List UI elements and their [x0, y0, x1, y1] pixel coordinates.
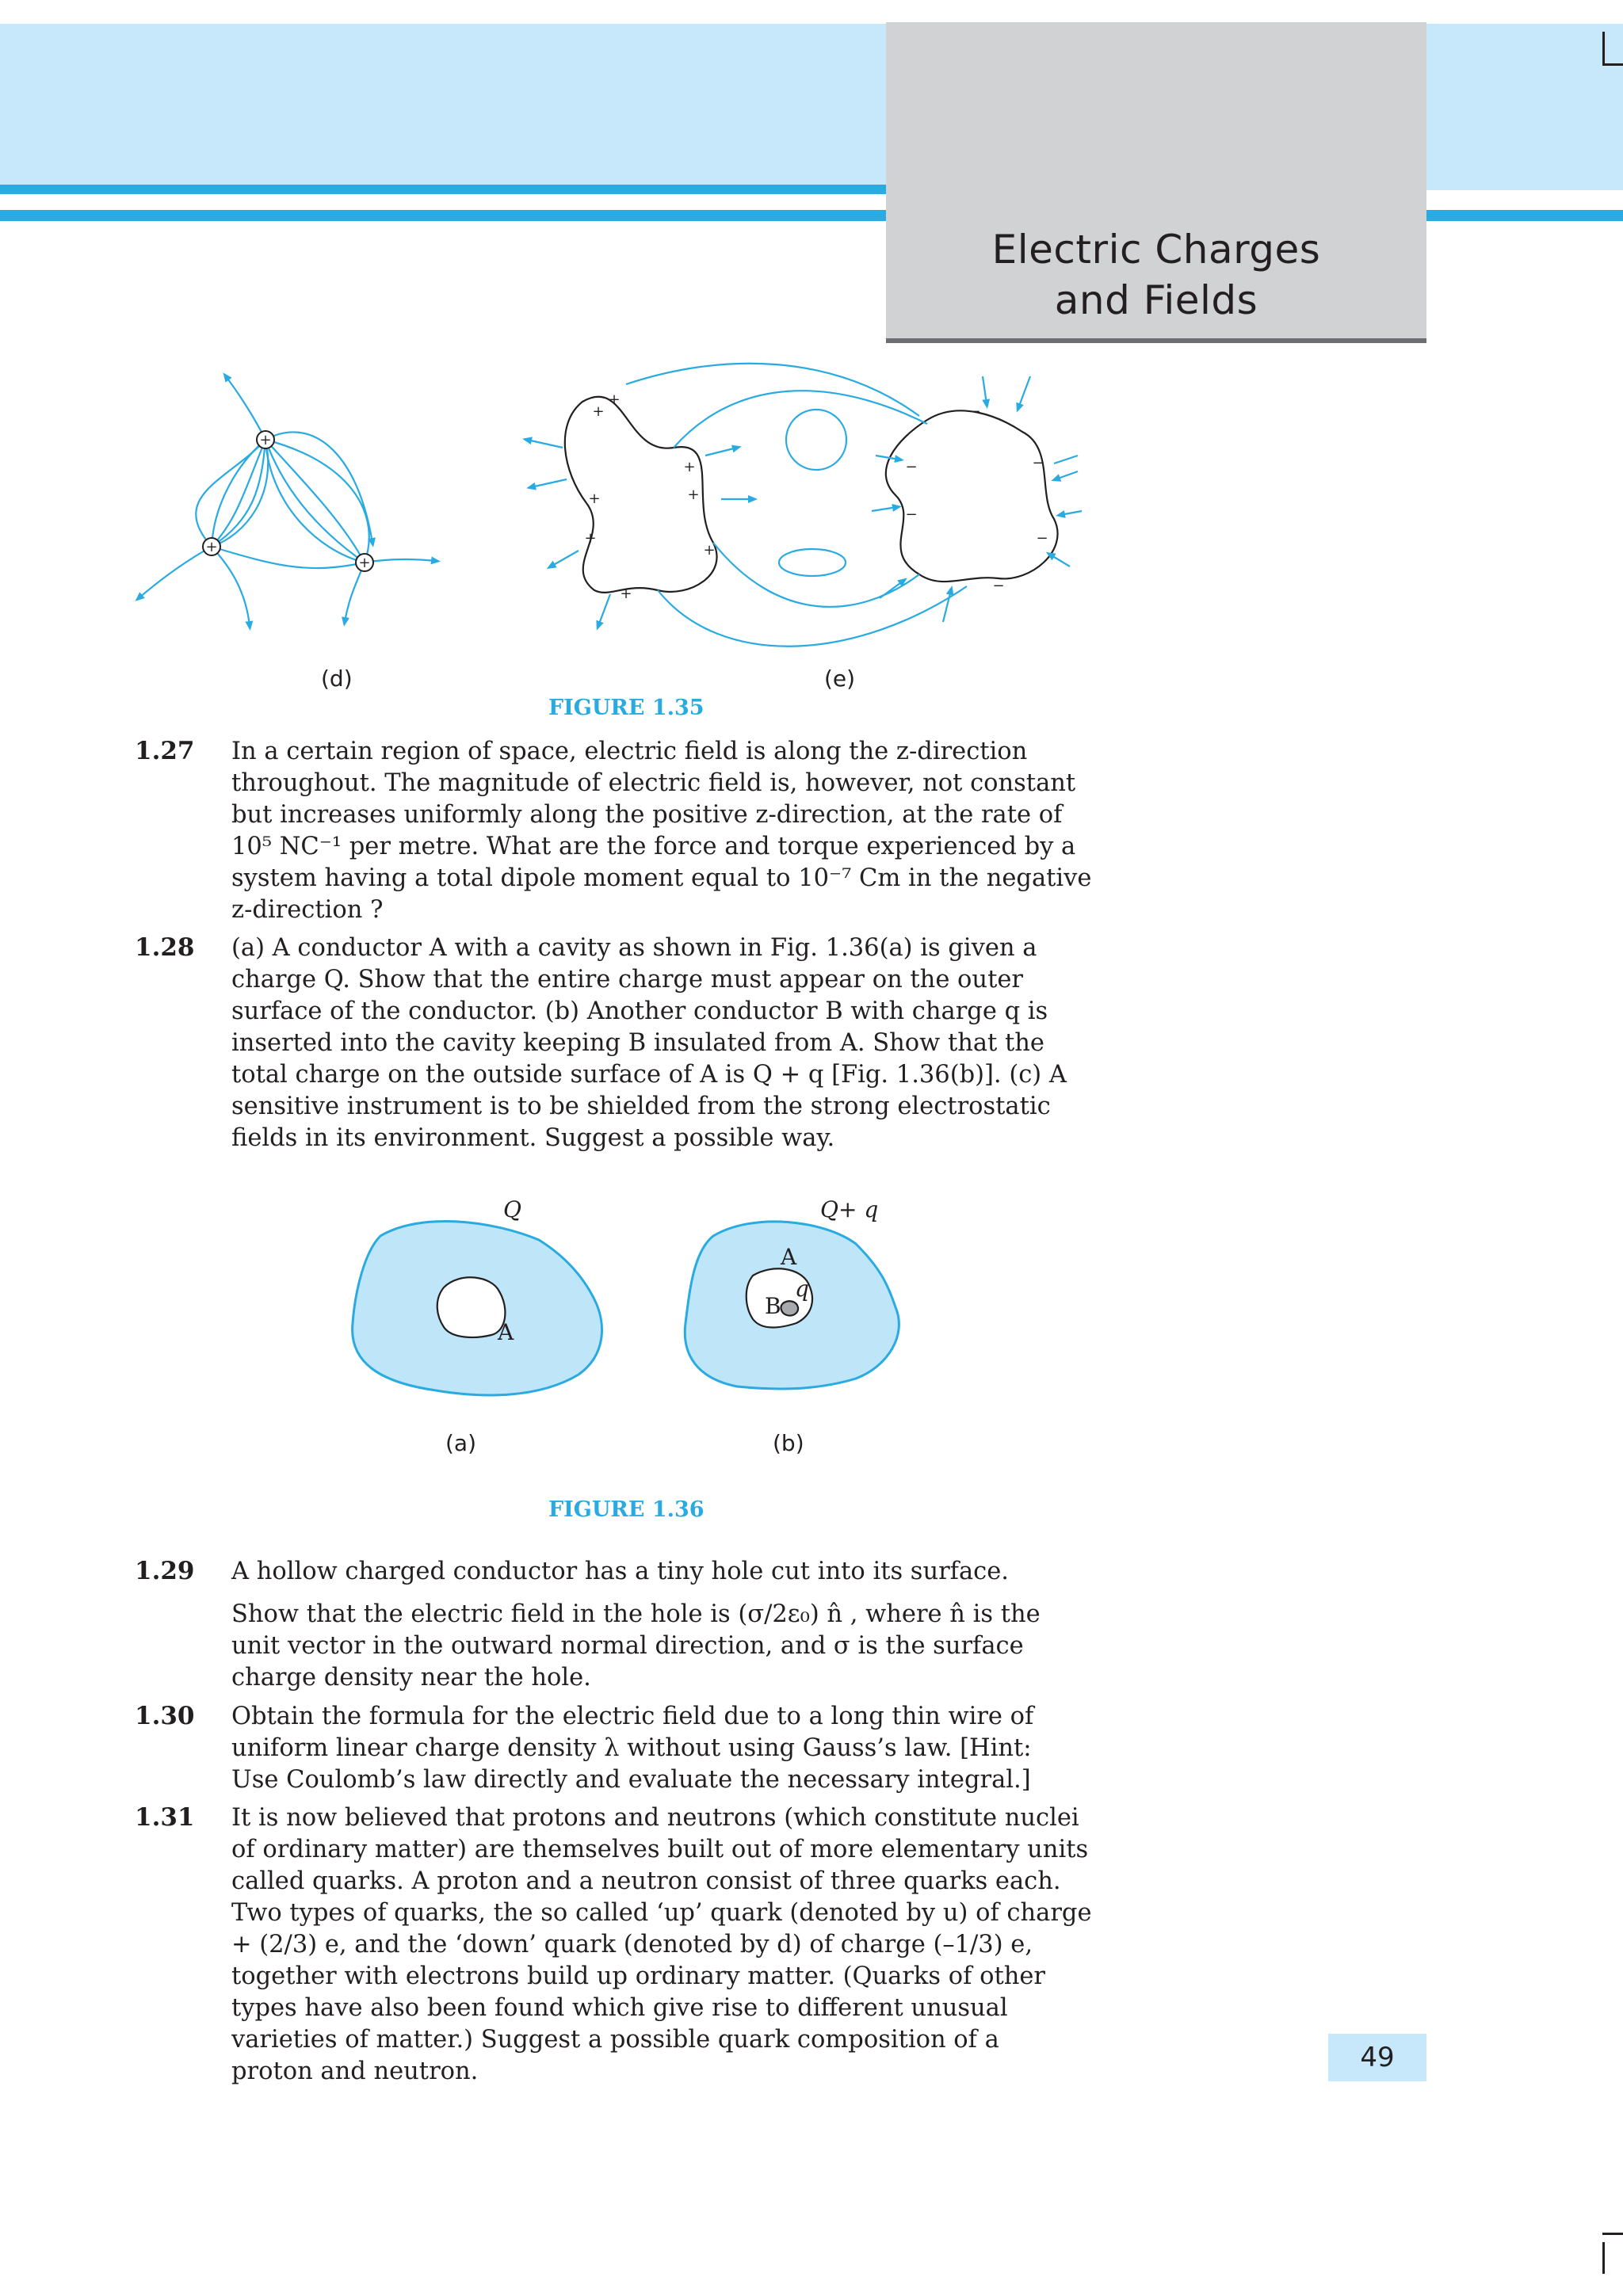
figure-label-a: (a) — [445, 1430, 477, 1456]
figure-label-e: (e) — [824, 666, 856, 692]
figure-1-36 — [333, 1196, 943, 1466]
figure-label-b: (b) — [773, 1430, 804, 1456]
svg-text:+: + — [703, 542, 716, 559]
chapter-title-box — [886, 22, 1426, 343]
positive-charge-icon: + — [205, 539, 218, 555]
svg-text:+: + — [608, 391, 621, 408]
svg-text:−: − — [905, 459, 918, 475]
svg-text:+: + — [620, 585, 632, 602]
chapter-title — [886, 224, 1426, 326]
svg-text:+: + — [687, 486, 700, 503]
question-text: A hollow charged conductor has a tiny hole cut into its surface. Show that the electric field in the hole is (σ/2ε₀) n̂ , where n̂ is the unit vector in the outward normal direction, and σ is the surface charge density near the hole. — [231, 1558, 1041, 1691]
svg-text:+: + — [683, 459, 696, 475]
question-number: 1.28 — [135, 933, 195, 962]
question-number: 1.29 — [135, 1557, 195, 1585]
question-text: (a) A conductor A with a cavity as shown in Fig. 1.36(a) is given a charge Q. Show that the entire charge must appear on the outer surface of the conductor. (b) Another conductor B with charge q is inserted into the cavity keeping B insulated from A. Show that the total charge on the outside surface of A is Q + q [Fig. 1.36(b)]. (c) A sensitive instrument is to be shielded from the strong electrostatic fields in its environment. Suggest a possible way. — [231, 934, 1067, 1152]
question-text: Obtain the formula for the electric field due to a long thin wire of uniform linear charge density λ without using Gauss’s law. [Hint: Use Coulomb’s law directly and evaluate the necessary integral.] — [231, 1703, 1034, 1794]
figure-title: FIGURE 1.35 — [548, 696, 705, 720]
svg-text:−: − — [1032, 455, 1044, 471]
conductor-label-B: B — [765, 1293, 781, 1319]
svg-text:+: + — [592, 403, 605, 420]
figure-1-35 — [119, 360, 1133, 720]
header-stripe — [0, 185, 888, 194]
question-number: 1.30 — [135, 1702, 195, 1730]
question-number: 1.31 — [135, 1803, 195, 1832]
positive-charge-icon: + — [259, 432, 272, 448]
question-text: In a certain region of space, electric field is along the z-direction throughout. The magnitude of electric field is, however, not constant but increases uniformly along the positive z-direction, at the rate of 10⁵ NC⁻¹ per metre. What are the force and torque experienced by a system having a total dipole moment equal to 10⁻⁷ Cm in the negative z-direction ? — [231, 738, 1092, 924]
figure-1-35-drawing — [119, 360, 1133, 709]
figure-title: FIGURE 1.36 — [548, 1497, 705, 1522]
positive-charge-icon: + — [358, 555, 371, 571]
question-number: 1.27 — [135, 737, 195, 765]
svg-text:+: + — [588, 490, 601, 507]
conductor-label-A: A — [781, 1244, 797, 1270]
svg-text:−: − — [968, 403, 981, 420]
figure-1-36-drawing — [333, 1196, 943, 1466]
svg-text:−: − — [1036, 530, 1048, 547]
crop-mark — [1602, 63, 1623, 66]
svg-text:−: − — [905, 506, 918, 523]
conductor-label-A: A — [498, 1319, 514, 1345]
svg-text:+: + — [584, 530, 597, 547]
charge-label-q: q — [795, 1276, 809, 1302]
figure-label-d: (d) — [321, 666, 353, 692]
chapter-title-line: and Fields — [1054, 277, 1258, 323]
charge-label-Q: Q — [503, 1196, 521, 1222]
crop-mark — [1602, 2242, 1605, 2274]
crop-mark — [1602, 2233, 1623, 2235]
crop-mark — [1602, 32, 1605, 63]
question-text: It is now believed that protons and neutrons (which constitute nuclei of ordinary matter) are themselves built out of more elementary units called quarks. A proton and a neutron consist of three quarks each. Two types of quarks, the so called ‘up’ quark (denoted by u) of charge + (2/3) e, and the ‘down’ quark (denoted by d) of charge (–1/3) e, together with electrons build up ordinary matter. (Quarks of other types have also been found which give rise to different unusual varieties of matter.) Suggest a possible quark composition of a proton and neutron. — [231, 1804, 1092, 2085]
svg-text:−: − — [992, 578, 1005, 594]
charge-label-Q-plus-q: Q+ q — [820, 1196, 879, 1222]
page-number: 49 — [1328, 2034, 1426, 2081]
chapter-title-line: Electric Charges — [991, 227, 1321, 273]
